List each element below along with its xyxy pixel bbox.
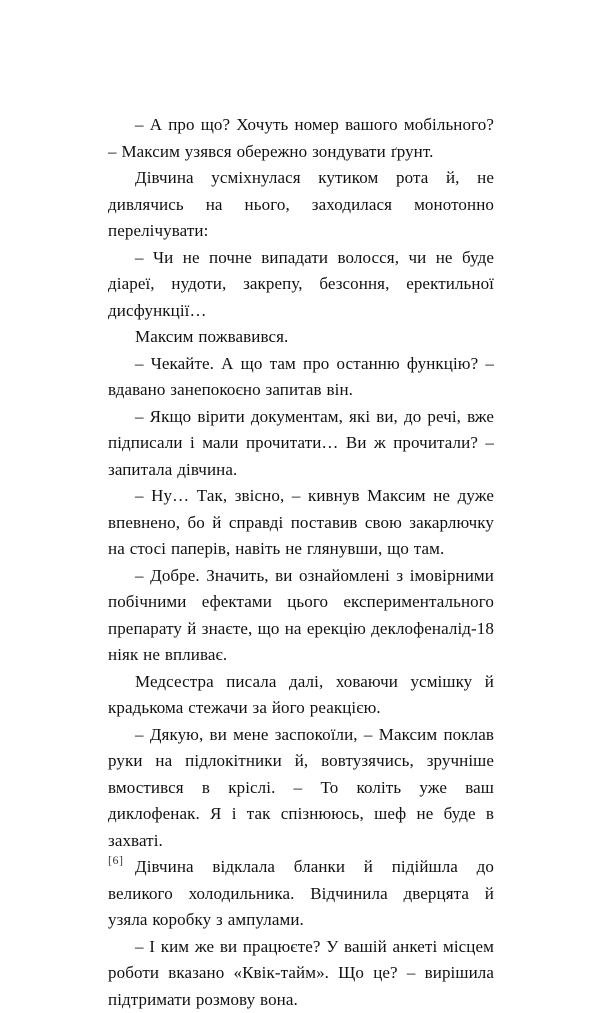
paragraph: – І ким же ви працюєте? У вашій анкеті місцем роботи вказано «Квік-тайм». Що це? – вирішила підтримати розмову вона.: [108, 934, 494, 1013]
paragraph: Дівчина усміхнулася кутиком рота й, не дивлячись на нього, заходилася монотонно перелічувати:: [108, 165, 494, 245]
paragraph: Максим пожвавився.: [108, 324, 494, 351]
paragraph: – А про що? Хочуть номер вашого мобільного? – Максим узявся обережно зондувати ґрунт.: [108, 112, 494, 165]
paragraph: Медсестра писала далі, ховаючи усмішку й крадькома стежачи за його реакцією.: [108, 669, 494, 722]
paragraph: – Якщо вірити документам, які ви, до речі, вже підписали і мали прочитати… Ви ж прочитали? – запитала дівчина.: [108, 404, 494, 484]
paragraph: – Добре. Значить, ви ознайомлені з імовірними побічними ефектами цього експериментального препарату й знаєте, що на ерекцію деклофеналід-18 ніяк не впливає.: [108, 563, 494, 669]
page-text: [108, 112, 494, 1013]
paragraph: – Чекайте. А що там про останню функцію? – вдавано занепокоєно запитав він.: [108, 351, 494, 404]
paragraph: – Чи не почне випадати волосся, чи не буде діареї, нудоти, закрепу, безсоння, еректильної дисфункції…: [108, 245, 494, 325]
paragraph: Дівчина відклала бланки й підійшла до великого холодильника. Відчинила дверцята й узяла коробку з ампулами.: [108, 854, 494, 934]
page-number: [6]: [108, 853, 124, 868]
paragraph: – Дякую, ви мене заспокоїли, – Максим поклав руки на підлокітники й, вовтузячись, зручніше вмостився в кріслі. – То коліть уже ваш диклофенак. Я і так спізнююсь, шеф не буде в захваті.: [108, 722, 494, 855]
paragraph: – Ну… Так, звісно, – кивнув Максим не дуже впевнено, бо й справді поставив свою закарлючку на стосі паперів, навіть не глянувши, що там.: [108, 483, 494, 563]
